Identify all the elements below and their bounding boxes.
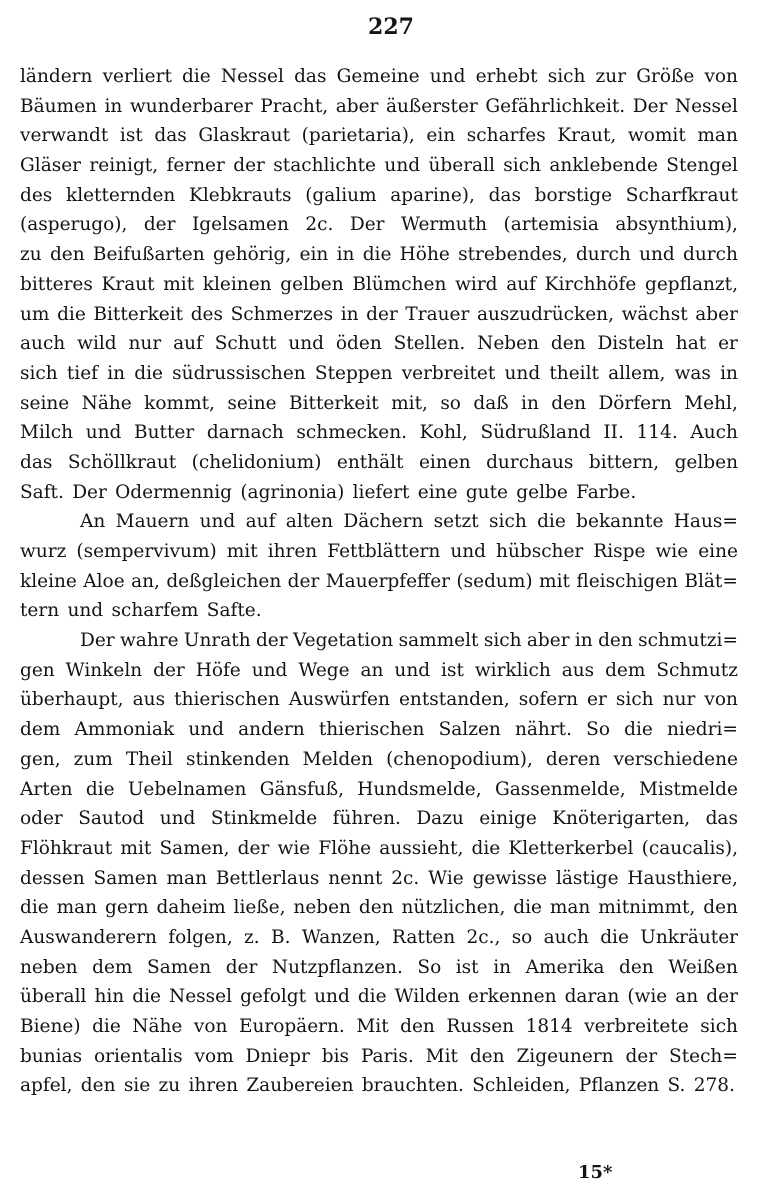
text-line: bitteres Kraut mit kleinen gelben Blümchen wird auf Kirchhöfe gepflanzt, bbox=[20, 273, 738, 295]
paragraph bbox=[20, 62, 738, 507]
text-line: das Schöllkraut (chelidonium) enthält einen durchaus bittern, gelben bbox=[20, 451, 738, 473]
text-line: Biene) die Nähe von Europäern. Mit den Russen 1814 verbreitete sich bbox=[20, 1016, 738, 1037]
text-line: An Mauern und auf alten Dächern setzt sich die bekannte Haus= bbox=[80, 511, 738, 533]
text-line: zu den Beifußarten gehörig, ein in die Höhe strebendes, durch und durch bbox=[20, 244, 738, 266]
paragraph bbox=[20, 626, 738, 1101]
text-line: Gläser reinigt, ferner der stachlichte und überall sich anklebende Stengel bbox=[20, 155, 738, 177]
text-line: die man gern daheim ließe, neben den nützlichen, die man mitnimmt, den bbox=[20, 897, 738, 919]
text-line: (asperugo), der Igelsamen 2c. Der Wermuth (artemisia absynthium), bbox=[20, 214, 738, 236]
text-line: Flöhkraut mit Samen, der wie Flöhe aussieht, die Kletterkerbel (caucalis), bbox=[20, 837, 738, 859]
text-line: seine Nähe kommt, seine Bitterkeit mit, so daß in den Dörfern Mehl, bbox=[20, 392, 738, 414]
text-line: gen Winkeln der Höfe und Wege an und ist wirklich aus dem Schmutz bbox=[20, 659, 738, 681]
text-line: Auswanderern folgen, z. B. Wanzen, Ratten 2c., so auch die Unkräuter bbox=[20, 926, 738, 948]
text-line: um die Bitterkeit des Schmerzes in der Trauer auszudrücken, wächst aber bbox=[20, 303, 738, 325]
text-line: kleine Aloe an, deßgleichen der Mauerpfeffer (sedum) mit fleischigen Blät= bbox=[20, 570, 738, 592]
paragraph bbox=[20, 507, 738, 626]
body-text bbox=[20, 62, 738, 1101]
text-line: bunias orientalis vom Dniepr bis Paris. Mit den Zigeunern der Stech= bbox=[20, 1045, 738, 1067]
text-line: verwandt ist das Glaskraut (parietaria), ein scharfes Kraut, womit man bbox=[20, 125, 738, 147]
text-line: Bäumen in wunderbarer Pracht, aber äußerster Gefährlichkeit. Der Nessel bbox=[20, 95, 738, 117]
text-line: wurz (sempervivum) mit ihren Fettblättern und hübscher Rispe wie eine bbox=[20, 541, 738, 562]
text-line: ländern verliert die Nessel das Gemeine und erhebt sich zur Größe von bbox=[20, 66, 738, 87]
text-line: Der wahre Unrath der Vegetation sammelt sich aber in den schmutzi= bbox=[80, 630, 738, 652]
text-line: dem Ammoniak und andern thierischen Salzen nährt. So die niedri= bbox=[20, 719, 738, 741]
text-line: des kletternden Klebkrauts (galium aparine), das borstige Scharfkraut bbox=[20, 184, 738, 206]
text-line: überhaupt, aus thierischen Auswürfen entstanden, sofern er sich nur von bbox=[20, 689, 738, 711]
text-line: apfel, den sie zu ihren Zaubereien brauchten. Schleiden, Pflanzen S. 278. bbox=[20, 1075, 735, 1097]
text-line: oder Sautod und Stinkmelde führen. Dazu einige Knöterigarten, das bbox=[20, 808, 738, 830]
text-line: überall hin die Nessel gefolgt und die Wilden erkennen daran (wie an der bbox=[20, 986, 738, 1008]
text-line: Saft. Der Odermennig (agrinonia) liefert eine gute gelbe Farbe. bbox=[20, 481, 637, 503]
signature-mark: 15* bbox=[578, 1162, 613, 1183]
text-line: sich tief in die südrussischen Steppen verbreitet und theilt allem, was in bbox=[20, 362, 738, 384]
text-line: Milch und Butter darnach schmecken. Kohl, Südrußland II. 114. Auch bbox=[20, 422, 738, 444]
page-number: 227 bbox=[368, 14, 414, 40]
text-line: tern und scharfem Safte. bbox=[20, 600, 262, 622]
text-line: dessen Samen man Bettlerlaus nennt 2c. Wie gewisse lästige Hausthiere, bbox=[20, 867, 738, 889]
text-line: neben dem Samen der Nutzpflanzen. So ist in Amerika den Weißen bbox=[20, 956, 738, 978]
text-line: auch wild nur auf Schutt und öden Stellen. Neben den Disteln hat er bbox=[20, 333, 738, 355]
text-line: Arten die Uebelnamen Gänsfuß, Hundsmelde, Gassenmelde, Mistmelde bbox=[20, 778, 738, 800]
text-line: gen, zum Theil stinkenden Melden (chenopodium), deren verschiedene bbox=[20, 748, 738, 770]
